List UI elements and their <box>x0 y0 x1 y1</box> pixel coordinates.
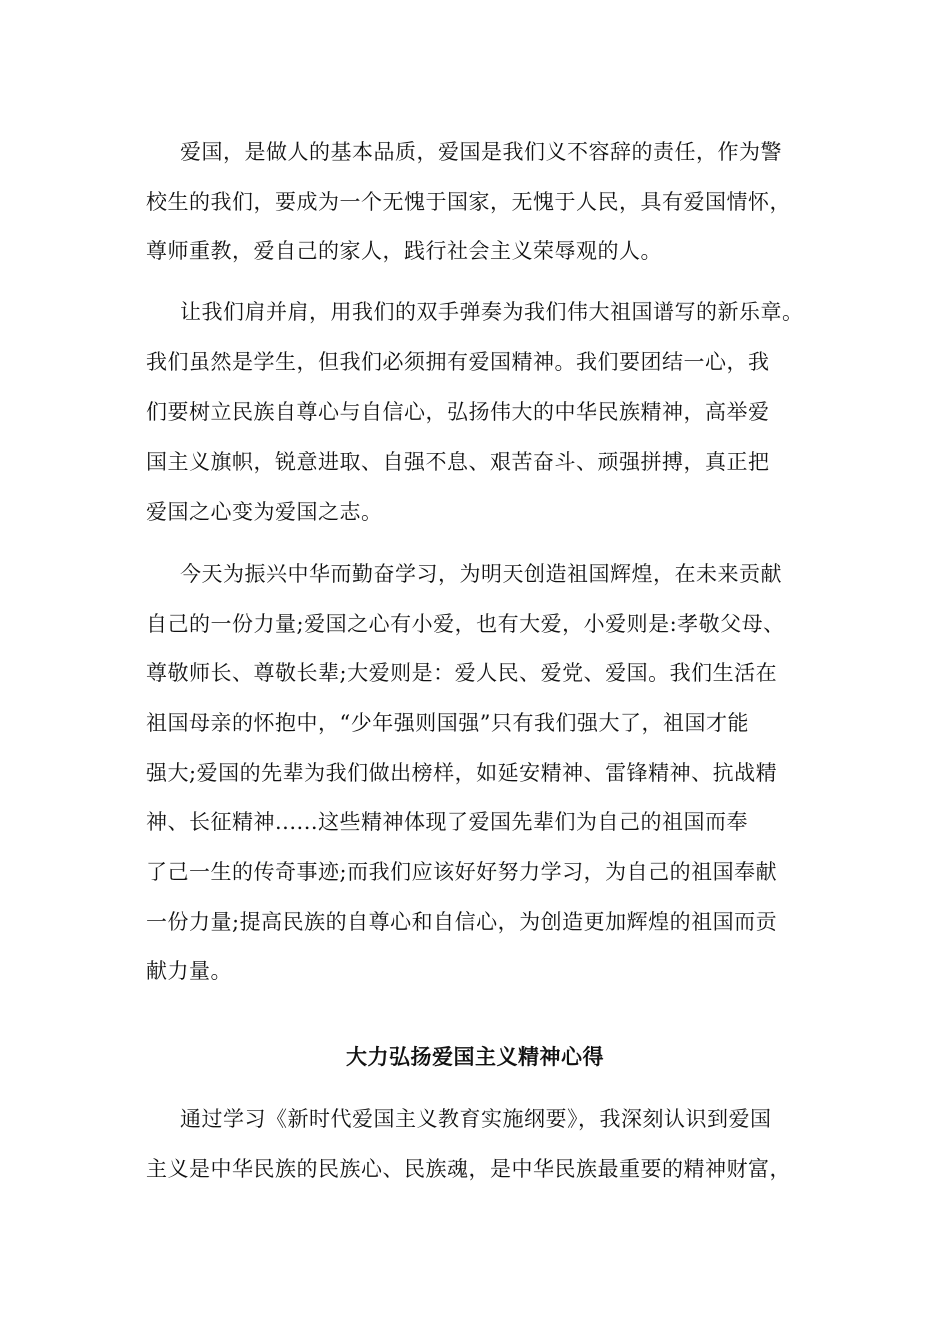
paragraph-3-line-4: 祖国母亲的怀抱中，“少年强则国强”只有我们强大了，祖国才能 <box>146 711 749 735</box>
paragraph-2-line-4: 国主义旗帜，锐意进取、自强不息、艰苦奋斗、顽强拼搏，真正把 <box>146 450 770 474</box>
paragraph-3-line-7: 了己一生的传奇事迹;而我们应该好好努力学习，为自己的祖国奉献 <box>146 860 778 884</box>
paragraph-1-line-1: 爱国，是做人的基本品质，爱国是我们义不容辞的责任，作为警 <box>180 140 782 164</box>
section-title: 大力弘扬爱国主义精神心得 <box>346 1045 604 1069</box>
paragraph-2-line-2: 我们虽然是学生，但我们必须拥有爱国精神。我们要团结一心，我 <box>146 350 770 374</box>
paragraph-3-line-1: 今天为振兴中华而勤奋学习，为明天创造祖国辉煌，在未来贡献 <box>180 562 782 586</box>
paragraph-3-line-3: 尊敬师长、尊敬长辈;大爱则是：爱人民、爱党、爱国。我们生活在 <box>146 661 778 685</box>
paragraph-1-line-2: 校生的我们，要成为一个无愧于国家，无愧于人民，具有爱国情怀， <box>146 190 791 214</box>
section-paragraph-line-2: 主义是中华民族的民族心、民族魂，是中华民族最重要的精神财富， <box>146 1157 791 1181</box>
paragraph-2-line-3: 们要树立民族自尊心与自信心，弘扬伟大的中华民族精神，高举爱 <box>146 400 770 424</box>
paragraph-2-line-1: 让我们肩并肩，用我们的双手弹奏为我们伟大祖国谱写的新乐章。 <box>180 300 804 324</box>
paragraph-3-line-9: 献力量。 <box>146 959 232 983</box>
paragraph-3-line-8: 一份力量;提高民族的自尊心和自信心，为创造更加辉煌的祖国而贡 <box>146 910 778 934</box>
paragraph-3-line-6: 神、长征精神......这些精神体现了爱国先辈们为自己的祖国而奉 <box>146 810 749 834</box>
section-paragraph-line-1: 通过学习《新时代爱国主义教育实施纲要》，我深刻认识到爱国 <box>180 1107 772 1131</box>
paragraph-2-line-5: 爱国之心变为爱国之志。 <box>146 500 383 524</box>
paragraph-3-line-2: 自己的一份力量;爱国之心有小爱，也有大爱，小爱则是:孝敬父母、 <box>146 612 785 636</box>
paragraph-1-line-3: 尊师重教，爱自己的家人，践行社会主义荣辱观的人。 <box>146 239 662 263</box>
paragraph-3-line-5: 强大;爱国的先辈为我们做出榜样，如延安精神、雷锋精神、抗战精 <box>146 761 778 785</box>
